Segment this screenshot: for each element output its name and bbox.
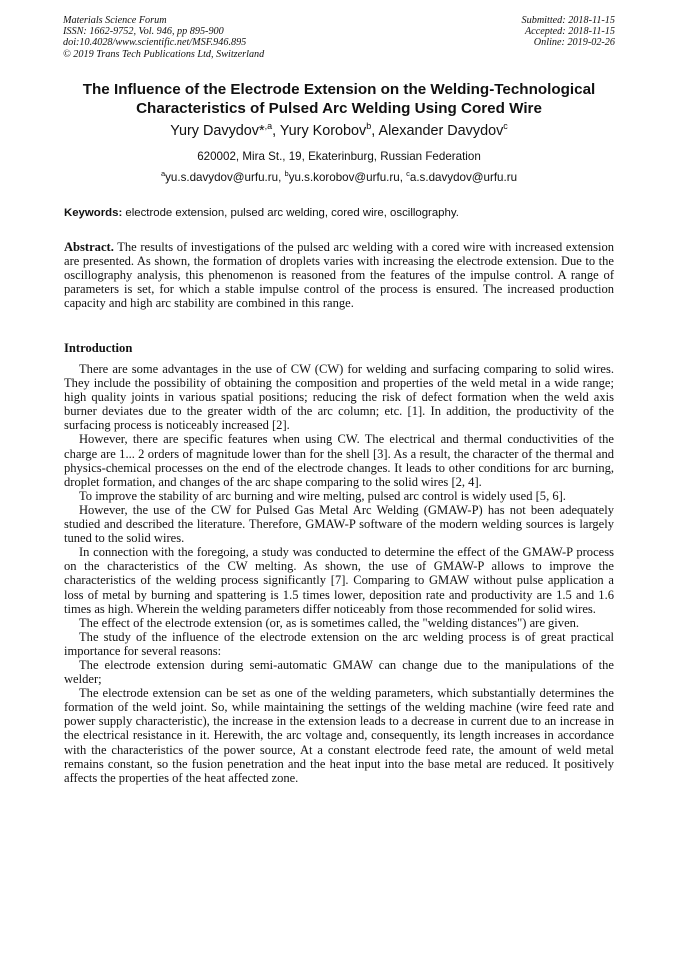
email-b: yu.s.korobov@urfu.ru,: [288, 171, 407, 184]
author-emails: [40, 170, 638, 185]
email-marker-a: a: [160, 169, 166, 178]
email-a: yu.s.davydov@urfu.ru,: [165, 171, 285, 184]
email-marker-b: b: [284, 169, 289, 178]
keywords: [64, 206, 616, 221]
author-list: [40, 122, 638, 140]
email-marker-c: c: [406, 169, 410, 178]
paragraph: The study of the influence of the electrode extension on the arc welding process is of great practical importance for several reasons:: [64, 629, 614, 658]
title-line-2: Characteristics of Pulsed Arc Welding Using Cored Wire: [136, 100, 542, 117]
author-3-marker: c: [503, 121, 508, 131]
paragraph: There are some advantages in the use of CW (CW) for welding and surfacing comparing to solid wires. They include the possibility of obtaining the composition and properties of the weld metal in a wide range; high quality joints in various spatial positions; reducing the risk of defect formation when the weld axis burner deviates due to the greater width of the arc column; etc. [1]. In addition, the productivity of the surfacing process is noticeably increased [2].: [64, 362, 614, 433]
paragraph: To improve the stability of arc burning and wire melting, pulsed arc control is widely used [5, 6].: [79, 488, 566, 503]
paragraph: In connection with the foregoing, a study was conducted to determine the effect of the GMAW-P process on the characteristics of the CW melting. As shown, the use of GMAW-P allows to improve the characteristics of the welding process significantly [7]. Comparing to GMAW without pulse application a loss of metal by burning and spattering is 1.5 times lower, deposition rate and productivity are 1.5 and 1.6 times as high. Wherein the welding parameters differ noticeably from those recommended for solid wires.: [64, 545, 614, 616]
paragraph: The electrode extension can be set as one of the welding parameters, which substantially determines the formation of the weld joint. So, while maintaining the settings of the welding machine (wire feed rate and power supply characteristic), the increase in the extension leads to a decrease in current due to an increase in the electrical resistance in it. Herewith, the arc voltage and, consequently, its length increases in accordance with the characteristics of the power source, At a constant electrode feed rate, the amount of weld metal remains constant, so the fusion penetration and the heat input into the base metal are reduced. It positively affects the properties of the heat affected zone.: [64, 686, 614, 785]
paragraph: The effect of the electrode extension (or, as is sometimes called, the "welding distances") are given.: [79, 615, 580, 630]
email-c: a.s.davydov@urfu.ru: [409, 171, 518, 184]
paper-title: [40, 80, 638, 118]
online-date: Online: 2019-02-26: [533, 37, 615, 49]
doi-line: doi:10.4028/www.scientific.net/MSF.946.895: [63, 37, 247, 49]
journal-header: [63, 15, 264, 60]
author-separator: ,: [272, 123, 280, 139]
submitted-date: Submitted: 2018-11-15: [521, 15, 615, 26]
abstract-label: Abstract.: [64, 240, 114, 254]
paragraph: However, there are specific features when using CW. The electrical and thermal conductivities of the charge are 1... 2 orders of magnitude lower than for the shell [3]. As a result, the character of the thermal and physics-chemical processes on the end of the electrode changes. It leads to other conditions for arc burning, droplet formation, and changes of the arc shape comparing to the solid wires [2, 4].: [64, 432, 614, 489]
keywords-label: Keywords:: [64, 207, 123, 219]
issn-line: ISSN: 1662-9752, Vol. 946, pp 895-900: [63, 26, 224, 38]
title-line-1: The Influence of the Electrode Extension on the Welding-Technological: [82, 81, 596, 98]
author-3: Alexander Davydov: [378, 123, 504, 139]
author-1: Yury Davydov*: [170, 123, 265, 139]
author-2: Yury Korobov: [279, 123, 367, 139]
section-heading-introduction: Introduction: [64, 341, 133, 355]
introduction-body: [64, 362, 614, 785]
accepted-date: Accepted: 2018-11-15: [524, 26, 615, 38]
dates-header: [522, 15, 615, 49]
author-separator: ,: [371, 123, 379, 139]
paragraph: However, the use of the CW for Pulsed Gas Metal Arc Welding (GMAW-P) has not been adequately studied and described the literature. Therefore, GMAW-P software of the modern welding sources is largely tuned to the solid wires.: [64, 502, 614, 546]
keywords-text: electrode extension, pulsed arc welding, cored wire, oscillography.: [122, 207, 459, 219]
journal-name: Materials Science Forum: [63, 15, 167, 26]
abstract-text: The results of investigations of the pulsed arc welding with a cored wire with increased extension are presented. As shown, the formation of droplets varies with increasing the electrode extension. Due to the oscillography analysis, this phenomenon is reasoned from the features of the impulse control. A range of parameters is set, for which a stable impulse control of the process is ensured. The increased production capacity and high arc stability are combined in this range.: [64, 240, 614, 311]
abstract: [64, 240, 614, 310]
paragraph: The electrode extension during semi-automatic GMAW can change due to the manipulations of the welder;: [64, 657, 614, 687]
author-2-marker: b: [366, 121, 372, 131]
affiliation: 620002, Mira St., 19, Ekaterinburg, Russian Federation: [197, 150, 481, 163]
copyright-line: © 2019 Trans Tech Publications Ltd, Switzerland: [63, 48, 265, 60]
author-1-marker: ,a: [264, 121, 273, 131]
